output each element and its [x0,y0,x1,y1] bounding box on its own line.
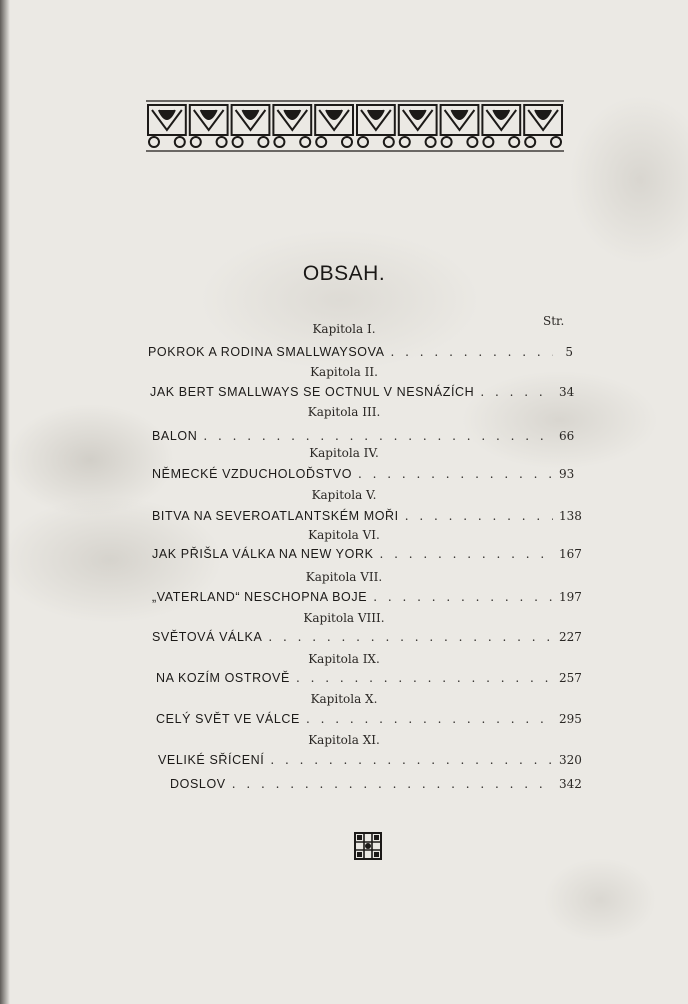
toc-entry-title: POKROK A RODINA SMALLWAYSOVA [148,345,385,359]
dot-leader [203,429,553,443]
dot-leader [380,547,553,561]
toc-entry [158,753,582,769]
chapter-label: Kapitola VIII. [303,611,385,625]
toc-entry [152,547,582,563]
toc-entry [156,671,582,687]
toc-entry-title: JAK PŘIŠLA VÁLKA NA NEW YORK [152,547,374,561]
chapter-label: Kapitola V. [311,488,377,502]
dot-leader [296,671,553,685]
toc-entry-page: 320 [559,753,582,767]
chapter-label: Kapitola IV. [309,446,379,460]
toc-entry-page: 66 [559,429,575,443]
chapter-label: Kapitola VII. [305,570,383,584]
chapter-label: Kapitola III. [307,405,381,419]
toc-entry [170,777,582,793]
toc-entry-title: „VATERLAND“ NESCHOPNA BOJE [152,590,368,604]
toc-entry-page: 5 [565,345,573,359]
toc-entry-title: NA KOZÍM OSTROVĚ [156,671,290,685]
toc-entry-page: 167 [559,547,582,561]
page-column-label: Str. [543,314,565,328]
toc-entry [156,712,582,728]
toc-entry-title: JAK BERT SMALLWAYS SE OCTNUL V NESNÁZÍCH [150,385,475,399]
dot-leader [306,712,553,726]
dot-leader [358,467,553,481]
toc-entry-title: CELÝ SVĚT VE VÁLCE [156,712,300,726]
toc-entry-title: BITVA NA SEVEROATLANTSKÉM MOŘI [152,509,399,523]
toc-entry-page: 93 [559,467,575,481]
toc-entry-title: SVĚTOVÁ VÁLKA [152,630,263,644]
dot-leader [405,509,553,523]
toc-entry-title: DOSLOV [170,777,226,791]
dot-leader [480,385,553,399]
toc-entry [152,429,573,445]
toc-entry-page: 197 [559,590,582,604]
chapter-label: Kapitola IX. [308,652,380,666]
toc-entry-page: 342 [559,777,582,791]
dot-leader [373,590,553,604]
toc-entry-title: VELIKÉ SŘÍCENÍ [158,753,265,767]
toc-entry [152,630,582,646]
toc-entry-page: 257 [559,671,582,685]
toc-entry [150,385,573,401]
toc-entry [152,467,573,483]
chapter-label: Kapitola X. [310,692,378,706]
toc-entry-title: BALON [152,429,198,443]
toc-entry-page: 295 [559,712,582,726]
dot-leader [232,777,553,791]
dot-leader [391,345,553,359]
chapter-label: Kapitola XI. [308,733,380,747]
toc-entry-title: NĚMECKÉ VZDUCHOLOĎSTVO [152,467,353,481]
toc-entry-page: 227 [559,630,582,644]
chapter-label: Kapitola II. [310,365,378,379]
end-ornament-icon [354,832,382,860]
toc-entry-page: 138 [559,509,582,523]
dot-leader [270,753,553,767]
chapter-label: Kapitola VI. [308,528,380,542]
toc-entry [152,509,582,525]
page-title: OBSAH. [302,262,386,285]
dot-leader [268,630,553,644]
toc-entry [152,590,582,606]
toc-entry-page: 34 [559,385,575,399]
chapter-label: Kapitola I. [312,322,376,336]
toc-entry [148,345,573,361]
